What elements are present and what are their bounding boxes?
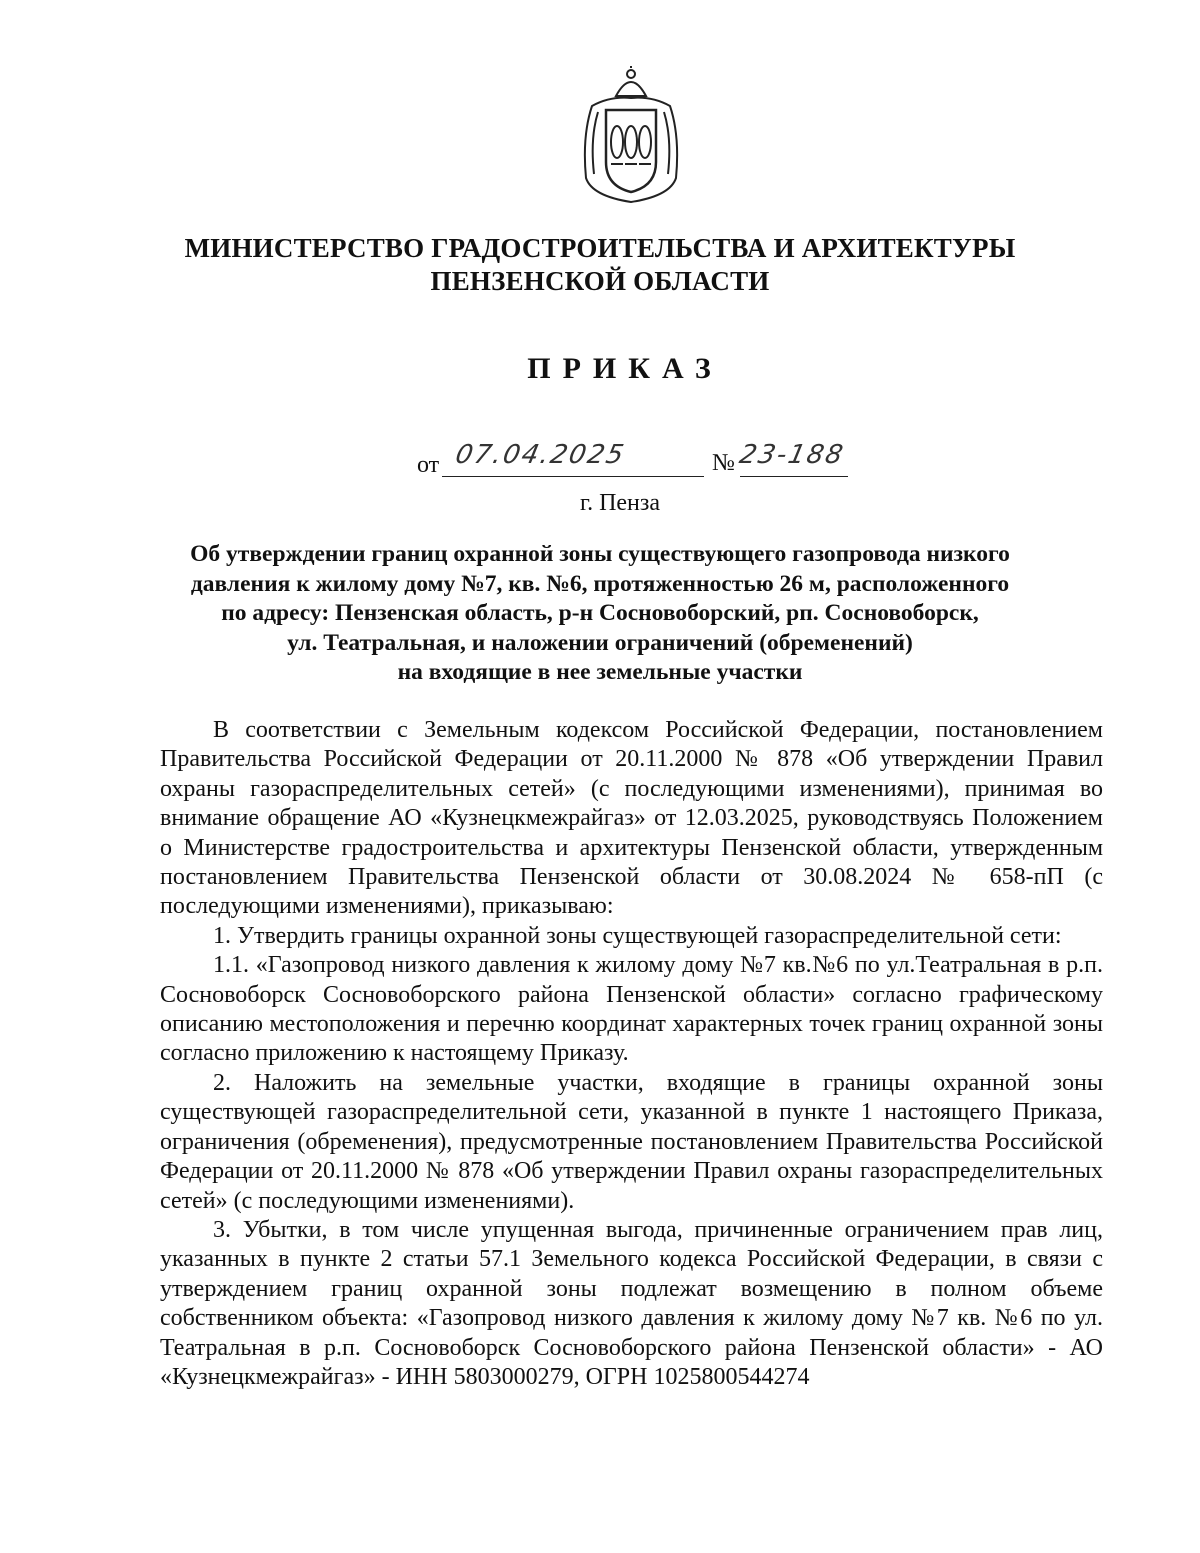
- title-line: ул. Театральная, и наложении ограничений (обременений): [287, 629, 913, 656]
- title-line: по адресу: Пензенская область, р-н Сосновоборский, рп. Сосновоборск,: [221, 600, 979, 626]
- body-paragraph: В соответствии с Земельным кодексом Российской Федерации, постановлением Правительства Российской Федерации от 20.11.2000 № 878 «Об утверждении Правил охраны газораспределительных сетей» (с последующими изменениями), принимая во внимание обращение АО «Кузнецкмежрайгаз» от 12.03.2025, руководствуясь Положением о Министерстве градостроительства и архитектуры Пензенской области, утвержденным постановлением Правительства Пензенской области от 30.08.2024 № 658-пП (с последующими изменениями), приказываю:: [160, 717, 1103, 920]
- handwritten-date: 07.04.2025: [452, 440, 629, 470]
- city-name: г. Пенза: [579, 490, 661, 516]
- organization-name-line2: ПЕНЗЕНСКОЙ ОБЛАСТИ: [430, 266, 770, 296]
- body-paragraph: 1. Утвердить границы охранной зоны существующей газораспределительной сети:: [213, 922, 1062, 949]
- number-label: №: [712, 450, 735, 476]
- handwritten-number: 23-188: [736, 440, 848, 470]
- organization-name-line1: МИНИСТЕРСТВО ГРАДОСТРОИТЕЛЬСТВА И АРХИТЕКТУРЫ: [184, 233, 1016, 263]
- title-line: на входящие в нее земельные участки: [397, 659, 803, 685]
- document-title: [170, 540, 1030, 688]
- body-paragraph: 1.1. «Газопровод низкого давления к жилому дому №7 кв.№6 по ул.Театральная в р.п. Сосновоборск Сосновоборского района Пензенской области» согласно графическому описанию местоположения и перечню координат характерных точек границ охранной зоны согласно приложению к настоящему Приказу.: [160, 952, 1103, 1067]
- coat-of-arms-emblem: [572, 66, 690, 206]
- title-line: Об утверждении границ охранной зоны существующего газопровода низкого: [190, 541, 1010, 567]
- document-body: [160, 716, 1103, 1392]
- body-paragraph: 2. Наложить на земельные участки, входящие в границы охранной зоны существующей газораспределительной сети, указанной в пункте 1 настоящего Приказа, ограничения (обременения), предусмотренные постановлением Правительства Российской Федерации от 20.11.2000 № 878 «Об утверждении Правил охраны газораспределительных сетей» (с последующими изменениями).: [160, 1069, 1103, 1214]
- date-label: от: [417, 452, 440, 478]
- title-line: давления к жилому дому №7, кв. №6, протяженностью 26 м, расположенного: [190, 570, 1010, 597]
- document-type-heading: ПРИКАЗ: [527, 352, 723, 385]
- body-paragraph: 3. Убытки, в том числе упущенная выгода, причиненные ограничением прав лиц, указанных в пункте 2 статьи 57.1 Земельного кодекса Российской Федерации, в связи с утверждением границ охранной зоны подлежат возмещению в полном объеме собственником объекта: «Газопровод низкого давления к жилому дому №7 кв. №6 по ул. Театральная в р.п. Сосновоборск Сосновоборского района Пензенской области» - АО «Кузнецкмежрайгаз» - ИНН 5803000279, ОГРН 1025800544274: [160, 1216, 1103, 1390]
